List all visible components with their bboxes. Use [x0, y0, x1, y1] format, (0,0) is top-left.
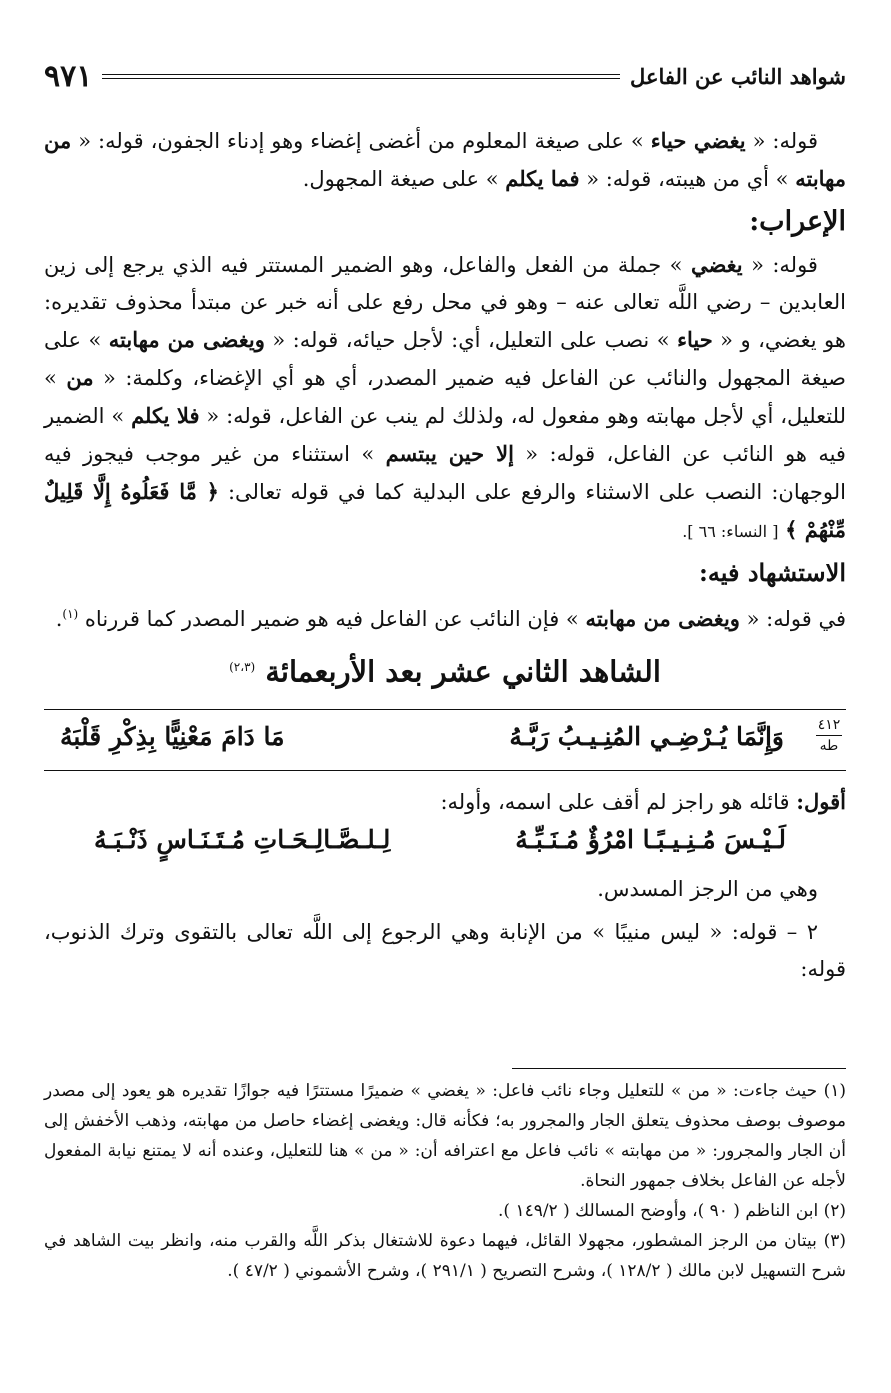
shahid-title: الشاهد الثاني عشر بعد الأربعمائة $^{(٢،٣)}$	[229, 654, 661, 689]
main-text	[44, 122, 846, 988]
verse-first-hemistich: وَإِنَّمَا يُـرْضِـي المُنِـيـبُ رَبَّـهُ	[509, 721, 784, 751]
meter-note: وهي من الرجز المسدس.	[597, 876, 818, 901]
footnote-rule	[512, 1068, 846, 1069]
footnote-1: (١) حيث جاءت: « من » للتعليل وجاء نائب فاعل: « يغضي » ضميرًا مستترًا فيه جوازًا تقديره هو يعود إلى مصدر موصوف بوصف محذوف يتعلق الجار والمجرور به؛ فكأنه قال: ويغضى إغضاء حاصل من مهابته، وذهب الأخفش إلى أن الجار والمجرور: « من مهابته » نائب فاعل مع اعترافه أن: « من » هنا للتعليل، وعنده أنه لا يمتنع نيابة المفعول لأجله عن الفاعل بخلاف جمهور النحاة.	[44, 1081, 846, 1191]
poem-first-hemistich: لَـيْـسَ مُـنِـيـبًـا امْرُؤٌ مُـنَـبِّـهُ	[515, 824, 786, 854]
footnotes	[44, 1076, 846, 1286]
running-title: شواهد النائب عن الفاعل	[630, 63, 846, 89]
irab-heading: الإعراب:	[749, 206, 846, 237]
verse-second-hemistich: مَا دَامَ مَعْنِيًّا بِذِكْرِ قَلْبَهُ	[60, 721, 285, 751]
poem-second-hemistich: لِـلـصَّـالِـحَـاتِ مُـتَـنَـاسٍ ذَنْـبَـهُ	[94, 824, 391, 854]
footnote-2: (٢) ابن الناظم ( ٩٠ )، وأوضح المسالك ( ١٤٩/٢ ).	[497, 1201, 846, 1221]
page-number: ٩٧١	[44, 58, 93, 94]
footnote-marker-1[interactable]: (١)	[62, 607, 79, 621]
poem-line	[44, 821, 846, 871]
istishhad-heading: الاستشهاد فيه:	[699, 558, 846, 587]
header-rule	[102, 74, 620, 79]
point-2: ٢ – قوله: « ليس منيبًا » من الإنابة وهي الرجوع إلى اللَّه تعالى بالتقوى وترك الذنوب، قوله:	[44, 919, 846, 981]
quran-reference: [ النساء: ٦٦ ].	[682, 522, 779, 541]
verse-number: ٤١٢ طه	[817, 716, 841, 754]
intro-paragraph: قوله: « يغضي حياء » على صيغة المعلوم من أغضى إغضاء وهو إدناء الجفون، قوله: « من مهابته » أي من هيبته، قوله: « فما يكلم » على صيغة المجهول.	[44, 128, 846, 191]
istishhad-paragraph: في قوله: « ويغضى من مهابته » فإن النائب عن الفاعل فيه هو ضمير المصدر كما قررناه $^{(١)}$.	[55, 606, 846, 631]
aqulu-paragraph: أقول: قائله هو راجز لم أقف على اسمه، وأوله:	[440, 788, 846, 814]
page-header	[44, 56, 846, 96]
irab-paragraph: قوله: « يغضي » جملة من الفعل والفاعل، وهو الضمير المستتر فيه الذي يرجع إلى زين العابدين – رضي اللَّه تعالى عنه – وهو في محل رفع على أنه خبر عن مبتدأ محذوف تقديره: هو يغضي، و « حياء » نصب على التعليل، أي: لأجل حيائه، قوله: « ويغضى من مهابته » على صيغة المجهول والنائب عن الفاعل فيه ضمير المصدر، أي هو أي الإغضاء، وكلمة: « من » للتعليل، أي لأجل مهابته وهو مفعول له، ولذلك لم ينب عن الفاعل، قوله: « فلا يكلم » الضمير فيه هو النائب عن الفاعل، قوله: « إلا حين يبتسم » استثناء من غير موجب فيجوز فيه الوجهان: النصب على الاسثناء والرفع على البدلية كما في قوله تعالى: ﴿ مَّا فَعَلُوهُ إِلَّا قَلِيلٌ مِّنْهُمْ ﴾ [ النساء: ٦٦ ].	[44, 252, 846, 542]
footnote-marker-2-3[interactable]: (٢،٣)	[229, 660, 256, 674]
verse-box	[44, 709, 846, 771]
footnote-3: (٣) بيتان من الرجز المشطور، مجهولا القائل، فيهما دعوة للاشتغال بذكر اللَّه والقرب منه، وانظر بيت الشاهد في شرح التسهيل لابن مالك ( ١٢٨/٢ )، وشرح التصريح ( ٢٩١/١ )، وشرح الأشموني ( ٤٧/٢ ).	[44, 1231, 846, 1281]
quran-verse: ﴿ مَّا فَعَلُوهُ إِلَّا قَلِيلٌ مِّنْهُمْ ﴾	[44, 479, 846, 542]
verse-number-divider	[816, 735, 842, 736]
